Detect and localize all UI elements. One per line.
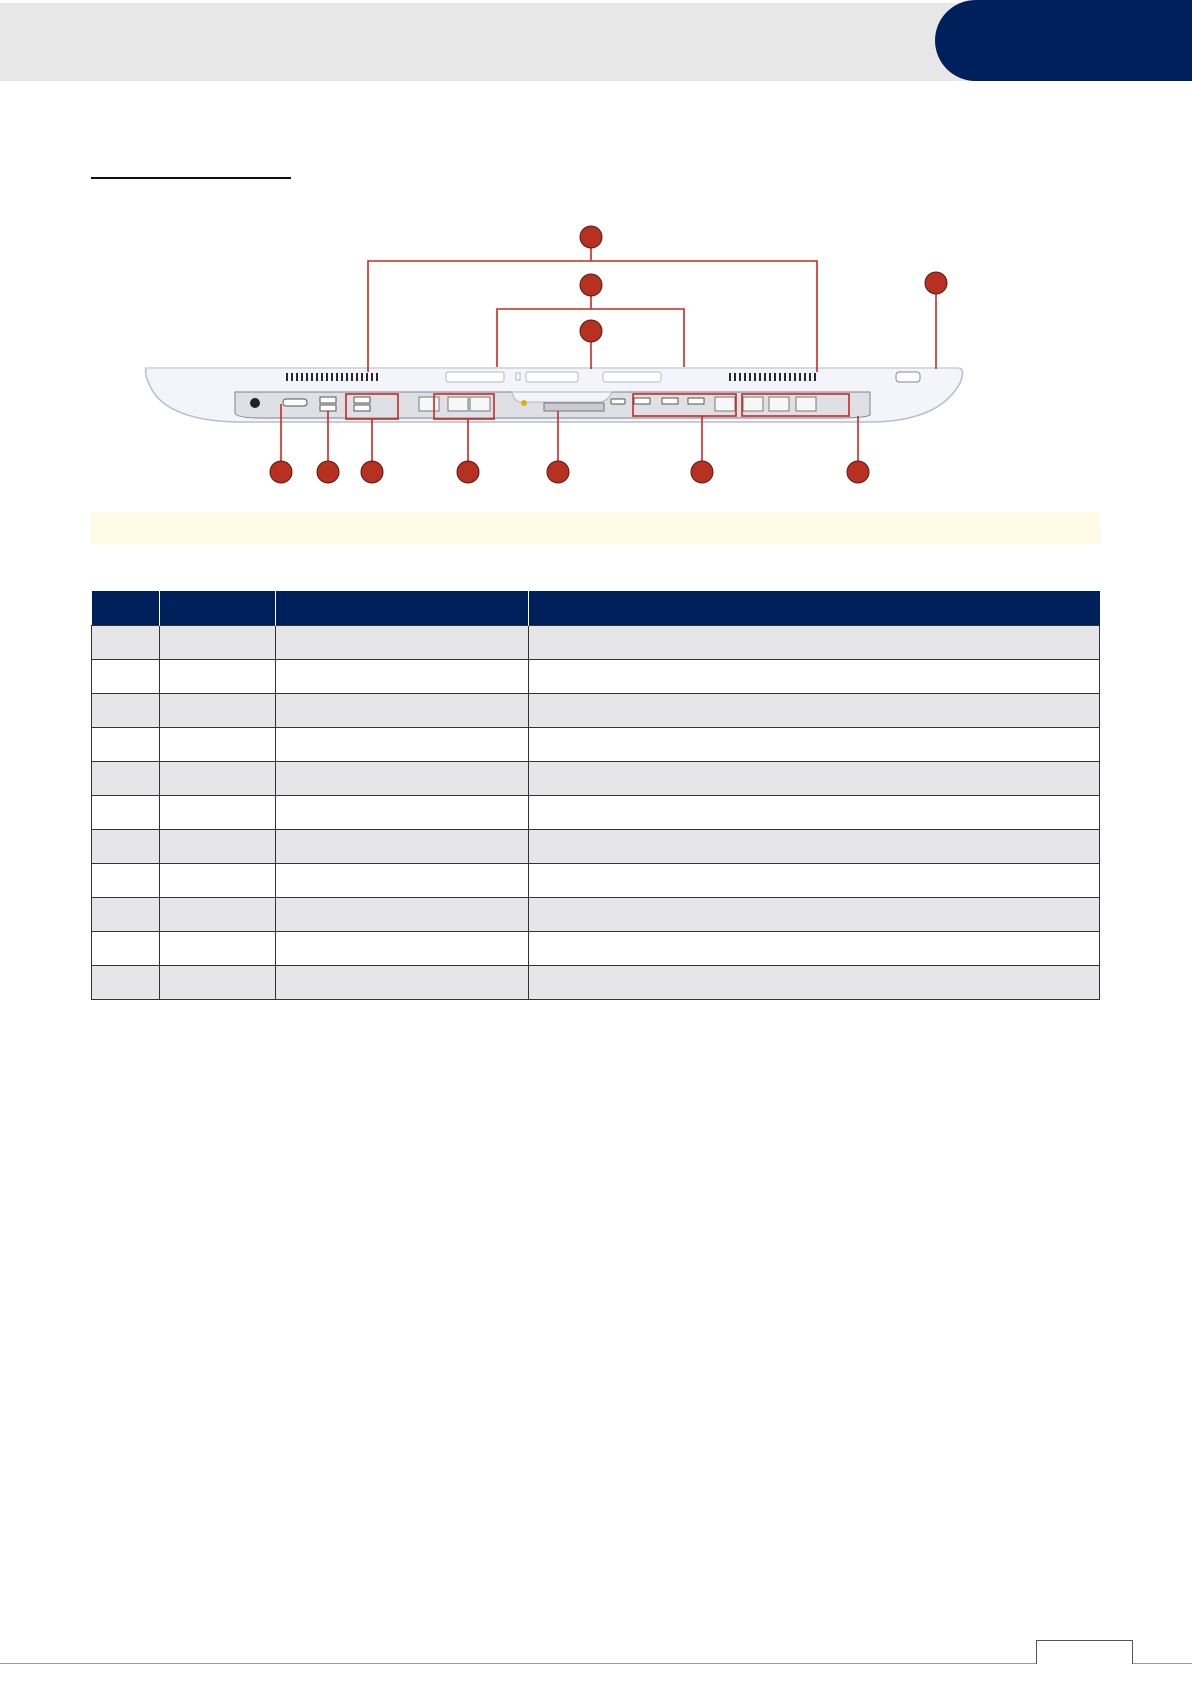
page-number-box (1036, 1640, 1133, 1664)
table-row (92, 626, 1100, 660)
table-row (92, 864, 1100, 898)
top-slot-small (516, 373, 520, 380)
footer-rule (0, 1663, 1192, 1664)
callout-dot (847, 461, 869, 483)
col-header-name (160, 591, 276, 626)
table-cell (160, 830, 276, 864)
table-cell (160, 932, 276, 966)
device-illustration (140, 215, 980, 495)
callout-dot (580, 226, 602, 248)
table-row (92, 830, 1100, 864)
col-header-description (529, 591, 1100, 626)
table-cell (160, 966, 276, 1000)
table-cell (529, 694, 1100, 728)
callout-dot (547, 461, 569, 483)
callout-dot (361, 461, 383, 483)
col-header-type (276, 591, 529, 626)
table-cell (276, 796, 529, 830)
table-cell (276, 660, 529, 694)
table-row (92, 932, 1100, 966)
table-cell (160, 728, 276, 762)
callout-dot (925, 272, 947, 294)
table-cell (529, 660, 1100, 694)
table-cell (529, 728, 1100, 762)
table-row (92, 762, 1100, 796)
section-title-underline (91, 177, 291, 179)
table-cell (276, 626, 529, 660)
io-spec-table (91, 591, 1100, 1000)
callout-dot (691, 461, 713, 483)
table-cell (276, 830, 529, 864)
table-cell (160, 796, 276, 830)
callout-dots-top (580, 226, 947, 342)
table-cell (529, 932, 1100, 966)
col-header-no (92, 591, 160, 626)
table-cell (276, 762, 529, 796)
table-row (92, 660, 1100, 694)
callout-lines-top (368, 248, 936, 372)
callout-dot (580, 320, 602, 342)
callout-dot (270, 461, 292, 483)
table-cell (529, 966, 1100, 1000)
table-row (92, 694, 1100, 728)
device-rear-io-figure (140, 215, 980, 495)
table-cell (276, 728, 529, 762)
table-cell (92, 626, 160, 660)
top-recess-right (603, 372, 661, 382)
lan-port-1 (419, 397, 439, 411)
lan-ports-group (743, 397, 816, 411)
table-row (92, 728, 1100, 762)
usb-a-ports-3 (634, 398, 704, 404)
table-row (92, 898, 1100, 932)
lan-port-4 (715, 397, 735, 411)
table-cell (160, 694, 276, 728)
table-cell (529, 796, 1100, 830)
table-cell (92, 966, 160, 1000)
table-cell (529, 864, 1100, 898)
table-cell (92, 898, 160, 932)
table-cell (92, 830, 160, 864)
callout-dot (457, 461, 479, 483)
table-cell (160, 762, 276, 796)
top-recess-left (446, 372, 504, 382)
center-tab (512, 392, 612, 402)
table-cell (529, 830, 1100, 864)
table-cell (160, 864, 276, 898)
table-cell (92, 762, 160, 796)
top-recess-center (526, 372, 578, 382)
table-cell (529, 762, 1100, 796)
callout-dots-bottom (270, 461, 869, 483)
table-cell (276, 864, 529, 898)
table-cell (276, 932, 529, 966)
table-cell (529, 898, 1100, 932)
card-slot (544, 403, 604, 411)
table-cell (160, 660, 276, 694)
table-cell (276, 966, 529, 1000)
callout-dot (580, 274, 602, 296)
table-cell (276, 898, 529, 932)
table-cell (92, 864, 160, 898)
table-cell (92, 694, 160, 728)
note-band (91, 512, 1100, 544)
table-cell (160, 626, 276, 660)
table-cell (276, 694, 529, 728)
table-cell (92, 728, 160, 762)
table-cell (529, 626, 1100, 660)
table-cell (92, 932, 160, 966)
usb-c-port (283, 399, 307, 406)
table-cell (92, 796, 160, 830)
table-cell (92, 660, 160, 694)
table-cell (160, 898, 276, 932)
callout-dot (317, 461, 339, 483)
audio-jack-port (250, 398, 260, 408)
table-row (92, 796, 1100, 830)
ground-screw (521, 400, 527, 406)
hdmi-port-small (611, 399, 625, 404)
header-chapter-tab (935, 0, 1192, 81)
lan-port-3 (470, 397, 490, 411)
table-header-row (92, 591, 1100, 626)
table-row (92, 966, 1100, 1000)
power-button (896, 372, 920, 382)
lan-port-2 (448, 397, 468, 411)
